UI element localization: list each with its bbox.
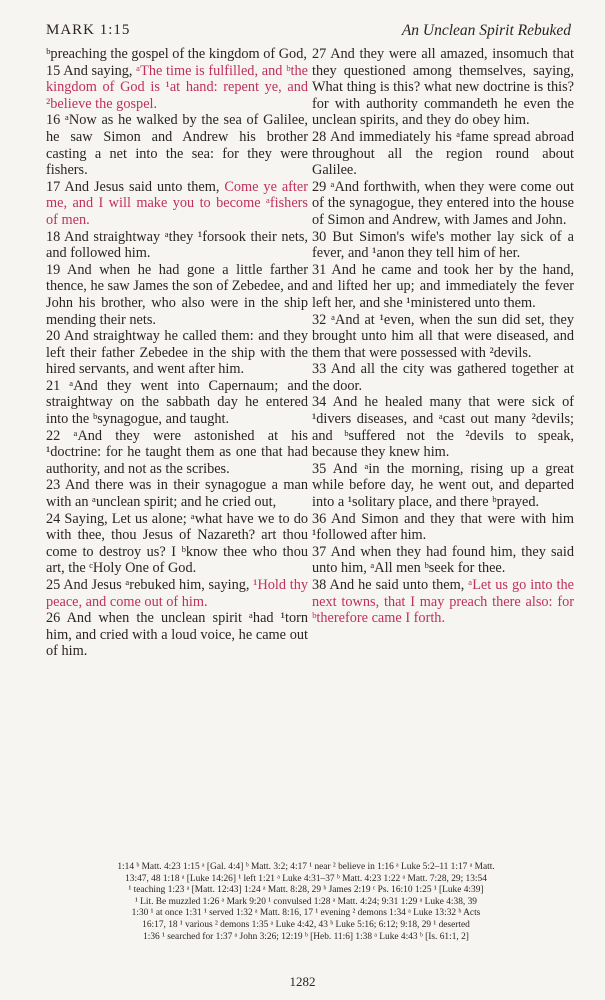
- verse: 23 And there was in their synagogue a man with an ᵃunclean spirit; and he cried out,: [46, 477, 308, 511]
- footnote-line: 1:36 ¹ searched for 1:37 ᵃ John 3:26; 12:19 ᵇ [Heb. 11:6] 1:38 ᵃ Luke 4:43 ᵇ [Is. 61:1, 2]: [143, 931, 469, 942]
- words-of-christ: Come ye after me, and I will make you to become ᵃfishers of men.: [46, 178, 308, 228]
- verse: 25 And Jesus ᵃrebuked him, saying, ¹Hold thy peace, and come out of him.: [46, 577, 308, 610]
- page-number: 1282: [289, 974, 316, 989]
- footnote-line: 13:47, 48 1:18 ᵃ [Luke 14:26] ¹ left 1:21 ᵃ Luke 4:31–37 ᵇ Matt. 4:23 1:22 ᵃ Matt. 7:28, 29; 13:54: [125, 873, 487, 884]
- verse: 37 And when they had found him, they said unto him, ᵃAll men ᵇseek for thee.: [312, 543, 574, 577]
- left-column: [46, 46, 308, 660]
- right-column: [312, 46, 574, 627]
- verse: 29 ᵃAnd forthwith, when they were come out of the synagogue, they entered into the house of Simon and Andrew, with James and John.: [312, 178, 574, 228]
- footnote-line: 1:30 ¹ at once 1:31 ¹ served 1:32 ᵃ Matt. 8:16, 17 ¹ evening ² demons 1:34 ᵃ Luke 13:32 ᵇ Acts: [131, 908, 481, 919]
- footnote-line: ¹ Lit. Be muzzled 1:26 ᵃ Mark 9:20 ¹ convulsed 1:28 ᵃ Matt. 4:24; 9:31 1:29 ᵃ Luke 4:38, 39: [135, 896, 477, 907]
- verse: 21 ᵃAnd they went into Capernaum; and straightway on the sabbath day he entered into the ᵇsynagogue, and taught.: [46, 377, 308, 428]
- verse: ᵇpreaching the gospel of the kingdom of God,: [46, 46, 307, 62]
- footnote-line: 1:14 ᵇ Matt. 4:23 1:15 ᵃ [Gal. 4:4] ᵇ Matt. 3:2; 4:17 ¹ near ² believe in 1:16 ᵃ Luke 5:2–11 1:17 ᵃ Matt.: [117, 862, 495, 872]
- footnote-line: ¹ teaching 1:23 ᵃ [Matt. 12:43] 1:24 ᵃ Matt. 8:28, 29 ᵇ James 2:19 ᶜ Ps. 16:10 1:25 ¹ [Luke 4:39]: [128, 885, 484, 896]
- verse: 30 But Simon's wife's mother lay sick of a fever, and ¹anon they tell him of her.: [312, 228, 574, 262]
- words-of-christ: ᵃLet us go into the next towns, that I may preach there also: for ᵇtherefore came I forth.: [312, 577, 574, 627]
- footnote-line: 16:17, 18 ¹ various ² demons 1:35 ᵃ Luke 4:42, 43 ᵇ Luke 5:16; 6:12; 9:18, 29 ¹ deserted: [142, 919, 470, 930]
- words-of-christ: ᵃThe time is fulfilled, and ᵇthe kingdom of God is ¹at hand: repent ye, and ²believe the gospel.: [46, 62, 308, 112]
- page-header: [46, 22, 571, 44]
- verse: 20 And straightway he called them: and they left their father Zebedee in the ship with the hired servants, and went after him.: [46, 328, 308, 378]
- verse: 31 And he came and took her by the hand, and lifted her up; and immediately the fever left her, and she ¹ministered unto them.: [312, 261, 574, 311]
- verse: 34 And he healed many that were sick of ¹divers diseases, and ᵃcast out many ²devils; and ᵇsuffered not the ²devils to speak, because they knew him.: [312, 394, 574, 461]
- verse: 17 And Jesus said unto them, Come ye after me, and I will make you to become ᵃfishers of men.: [46, 178, 308, 228]
- footnotes: [44, 862, 568, 943]
- chapter-reference: MARK 1:15: [46, 22, 131, 38]
- verse: 32 ᵃAnd at ¹even, when the sun did set, they brought unto him all that were diseased, and them that were possessed with ²devils.: [312, 311, 574, 361]
- verse: 24 Saying, Let us alone; ᵃwhat have we to do with thee, thou Jesus of Nazareth? art thou come to destroy us? I ᵇknow thee who thou art, the ᶜHoly One of God.: [46, 510, 308, 577]
- verse: 15 And saying, ᵃThe time is fulfilled, and ᵇthe kingdom of God is ¹at hand: repent ye, and ²believe the gospel.: [46, 62, 308, 112]
- verse: 36 And Simon and they that were with him ¹followed after him.: [312, 510, 574, 544]
- verse: 18 And straightway ᵃthey ¹forsook their nets, and followed him.: [46, 228, 308, 262]
- verse: 27 And they were all amazed, insomuch that they questioned among themselves, saying, What thing is this? what new doctrine is this? for with authority commandeth he even the unclean spirits, and they do obey him.: [312, 46, 574, 129]
- words-of-christ: ¹Hold thy peace, and come out of him.: [46, 577, 308, 610]
- verse: 26 And when the unclean spirit ᵃhad ¹torn him, and cried with a loud voice, he came out of him.: [46, 610, 308, 660]
- verse: 16 ᵃNow as he walked by the sea of Galilee, he saw Simon and Andrew his brother casting a net into the sea: for they were fishers.: [46, 112, 308, 179]
- verse: 22 ᵃAnd they were astonished at his ¹doctrine: for he taught them as one that had authority, and not as the scribes.: [46, 427, 308, 477]
- verse: 33 And all the city was gathered together at the door.: [312, 361, 574, 394]
- section-title: An Unclean Spirit Rebuked: [401, 22, 571, 39]
- verse: 28 And immediately his ᵃfame spread abroad throughout all the region round about Galilee.: [312, 128, 574, 179]
- verse: 19 And when he had gone a little farther thence, he saw James the son of Zebedee, and John his brother, who also were in the ship mending their nets.: [46, 261, 309, 328]
- verse: 38 And he said unto them, ᵃLet us go into the next towns, that I may preach there also: for ᵇtherefore came I forth.: [312, 577, 574, 627]
- verse: 35 And ᵃin the morning, rising up a great while before day, he went out, and departed into a ¹solitary place, and there ᵇprayed.: [312, 460, 574, 511]
